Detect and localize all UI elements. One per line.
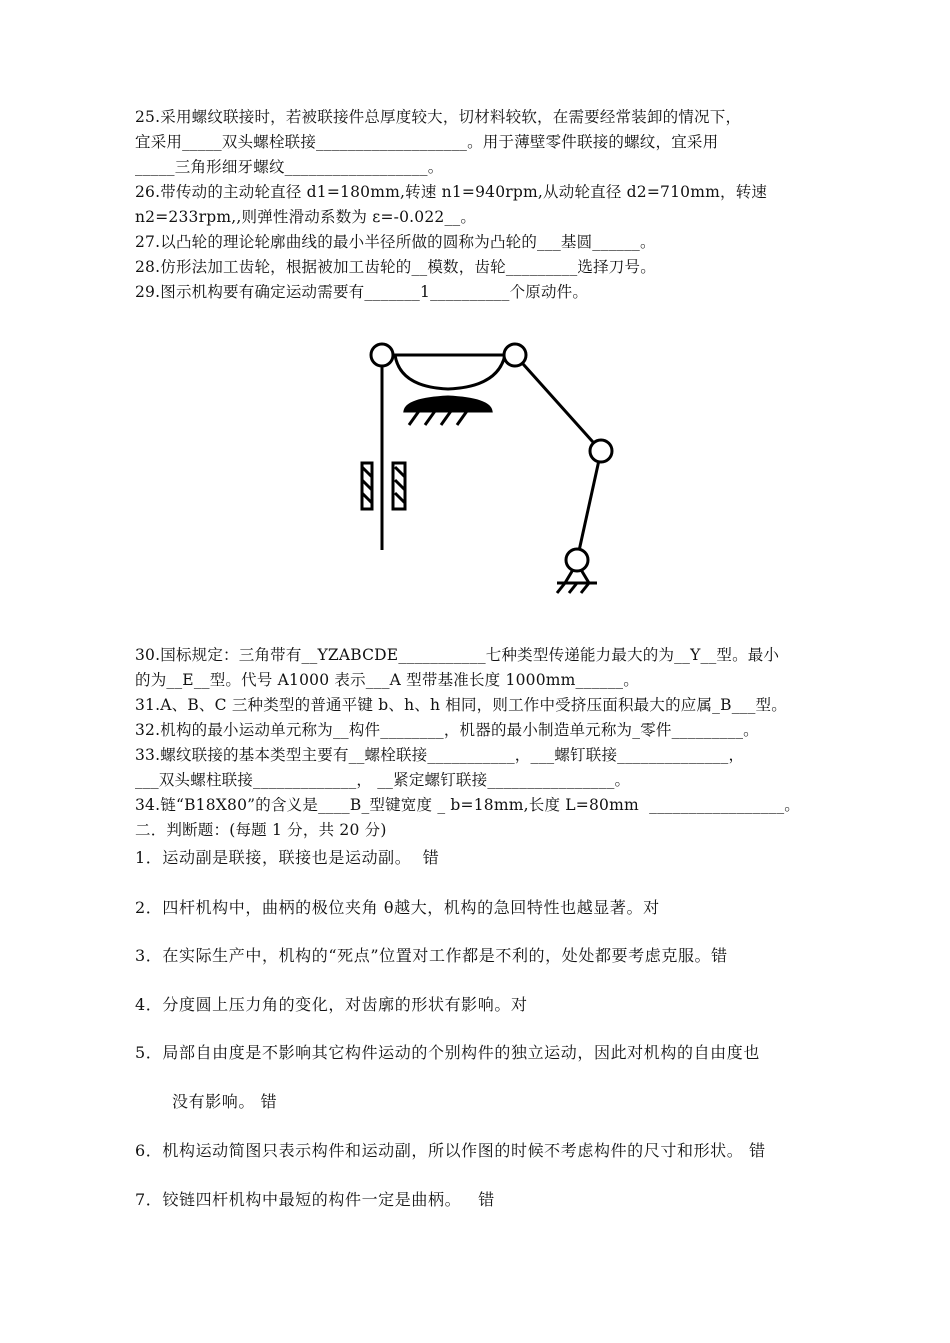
judgment-item-1: 1．运动副是联接，联接也是运动副。 错 <box>135 848 440 867</box>
question-34: 34.链“B18X80”的含义是____B_型键宽度 _ b=18mm,长度 L=80mm _________________。 <box>135 796 800 814</box>
pin-bottom <box>566 549 588 571</box>
question-30-line-2: 的为__E__型。代号 A1000 表示___A 型带基准长度 1000mm______。 <box>135 671 639 689</box>
pin-top-right <box>504 344 526 366</box>
question-25-line-2: 宜采用_____双头螺栓联接___________________。用于薄壁零件联接的螺纹，宜采用 <box>135 133 719 151</box>
question-31: 31.A、B、C 三种类型的普通平键 b、h、h 相同，则工作中受挤压面积最大的应属_B___型。 <box>135 696 787 714</box>
mechanism-diagram <box>355 335 615 605</box>
link-upper-right <box>515 355 601 451</box>
judgment-item-7: 7．铰链四杆机构中最短的构件一定是曲柄。 错 <box>135 1190 495 1209</box>
judgment-item-5: 5．局部自由度是不影响其它构件运动的个别构件的独立运动，因此对机构的自由度也 <box>135 1043 760 1062</box>
judgment-heading: 二．判断题：(每题 1 分，共 20 分) <box>135 821 387 839</box>
judgment-item-5-continued: 没有影响。 错 <box>172 1092 278 1111</box>
roller-arc <box>395 355 505 389</box>
question-25-line-1: 25.采用螺纹联接时，若被联接件总厚度较大，切材料较软，在需要经常装卸的情况下， <box>135 108 742 126</box>
pin-right <box>590 440 612 462</box>
question-29: 29.图示机构要有确定运动需要有_______1__________个原动件。 <box>135 283 589 301</box>
question-25-line-3: _____三角形细牙螺纹__________________。 <box>135 158 444 176</box>
question-33-line-2: ___双头螺柱联接_____________， __紧定螺钉联接________________。 <box>135 771 631 789</box>
question-26-line-1: 26.带传动的主动轮直径 d1=180mm,转速 n1=940rpm,从动轮直径 d2=710mm，转速 <box>135 183 768 201</box>
question-28: 28.仿形法加工齿轮，根据被加工齿轮的__模数，齿轮_________选择刀号。 <box>135 258 656 276</box>
judgment-item-3: 3．在实际生产中，机构的“死点”位置对工作都是不利的，处处都要考虑克服。错 <box>135 946 728 965</box>
question-33-line-1: 33.螺纹联接的基本类型主要有__螺栓联接___________，___螺钉联接______________， <box>135 746 745 764</box>
question-26-line-2: n2=233rpm,,则弹性滑动系数为 ε=-0.022__。 <box>135 208 477 226</box>
judgment-item-2: 2．四杆机构中，曲柄的极位夹角 θ越大，机构的急回特性也越显著。对 <box>135 898 660 917</box>
question-32: 32.机构的最小运动单元称为__构件________，机器的最小制造单元称为_零件_________。 <box>135 721 759 739</box>
judgment-item-4: 4．分度圆上压力角的变化，对齿廓的形状有影响。对 <box>135 995 528 1014</box>
link-lower-right <box>577 451 601 560</box>
question-27: 27.以凸轮的理论轮廓曲线的最小半径所做的圆称为凸轮的___基圆______。 <box>135 233 656 251</box>
fixed-support <box>405 397 491 411</box>
pin-left <box>371 344 393 366</box>
question-30-line-1: 30.国标规定：三角带有__YZABCDE___________七种类型传递能力最大的为__Y__型。最小 <box>135 646 780 664</box>
judgment-item-6: 6．机构运动简图只表示构件和运动副，所以作图的时候不考虑构件的尺寸和形状。 错 <box>135 1141 766 1160</box>
